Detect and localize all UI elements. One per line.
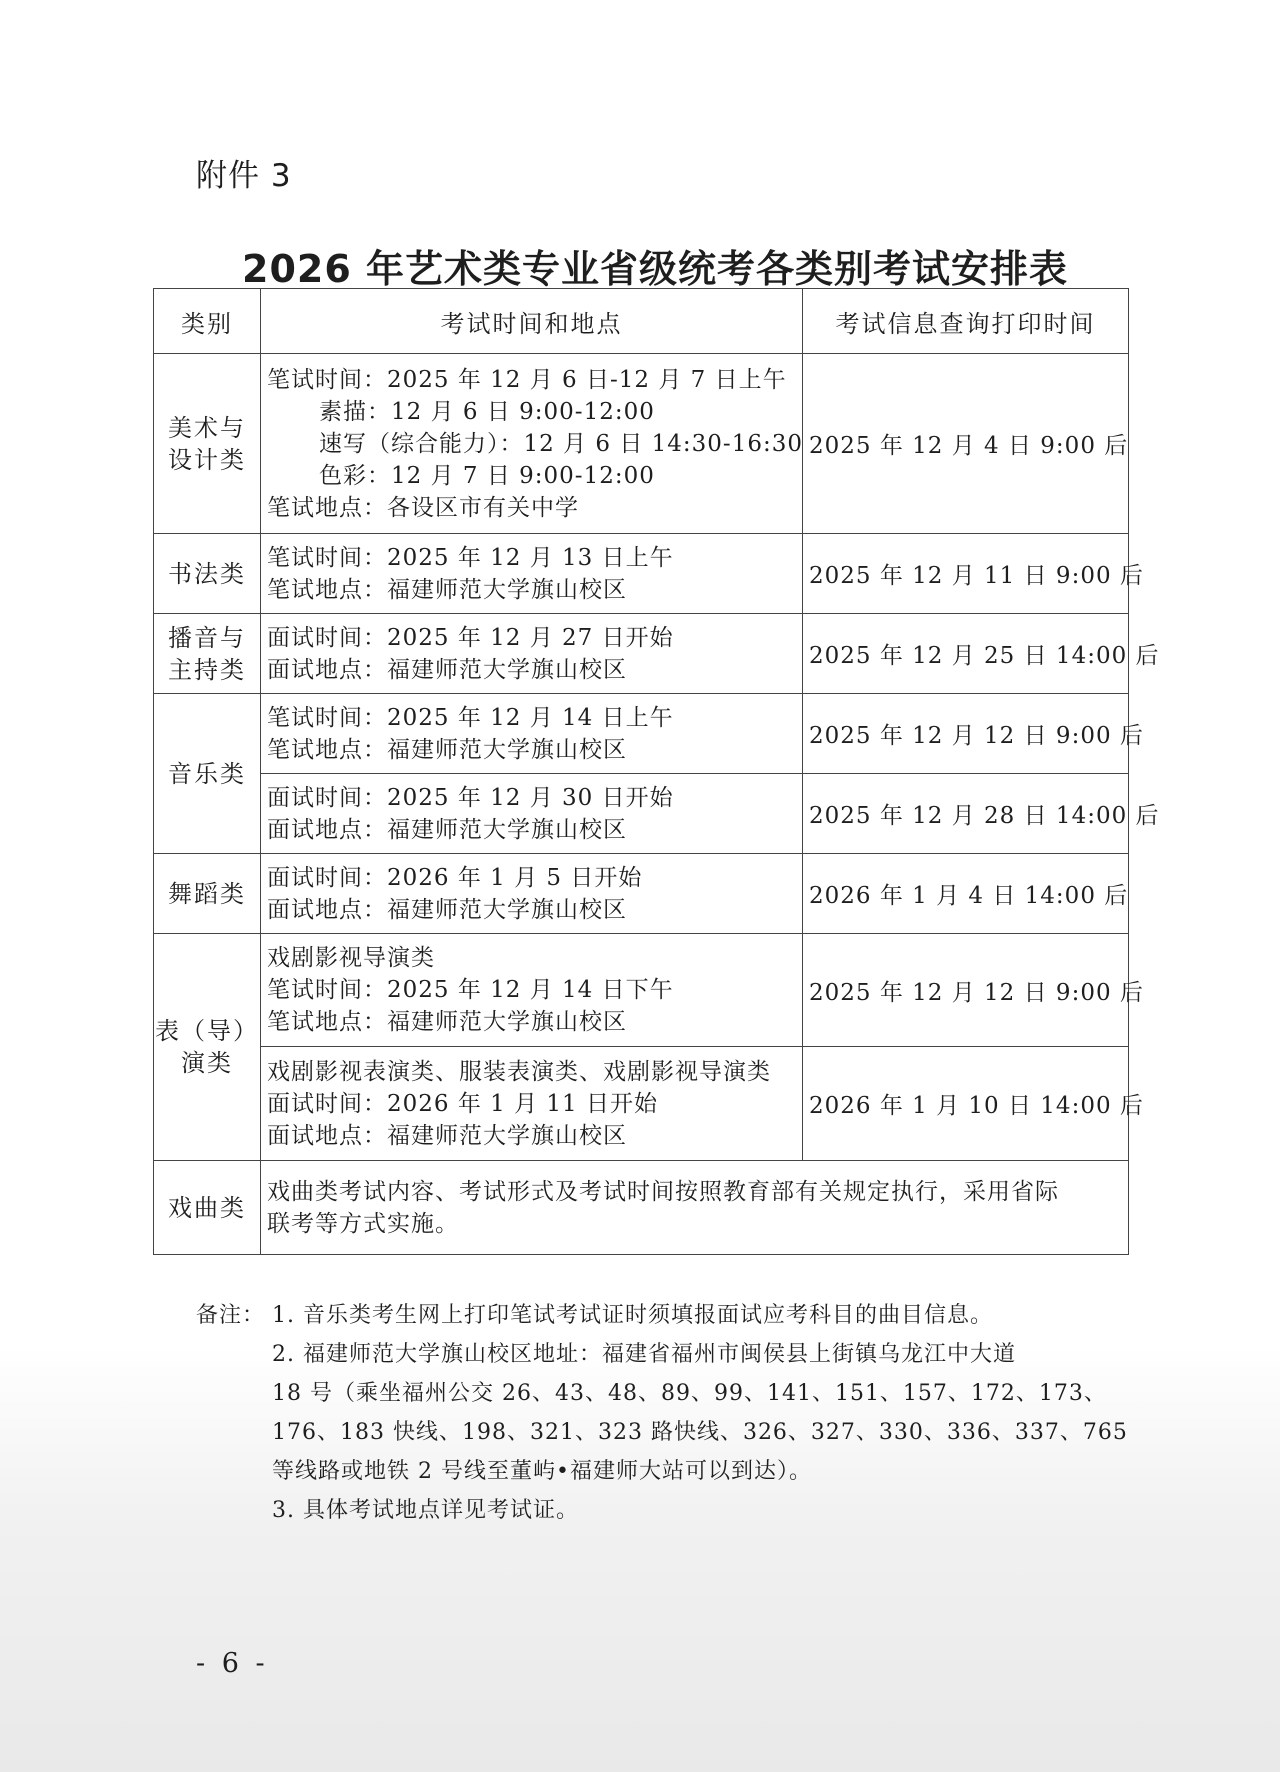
note-line: 176、183 快线、198、321、323 路快线、326、327、330、336、337、765 <box>272 1420 1128 1445</box>
time-location-performance-written: 戏剧影视导演类 笔试时间：2025 年 12 月 14 日下午 笔试地点：福建师范大学旗山校区 <box>261 934 803 1047</box>
header-print-time: 考试信息查询打印时间 <box>803 289 1129 354</box>
table-header-row <box>154 289 1129 354</box>
time-location-performance-interview: 戏剧影视表演类、服装表演类、戏剧影视导演类 面试时间：2026 年 1 月 11 日开始 面试地点：福建师范大学旗山校区 <box>261 1047 803 1161</box>
category-calligraphy: 书法类 <box>154 534 261 614</box>
print-time-broadcasting: 2025 年 12 月 25 日 14:00 后 <box>803 614 1129 694</box>
table-row <box>154 1161 1129 1255</box>
table-row <box>154 694 1129 774</box>
note-line: 2. 福建师范大学旗山校区地址：福建省福州市闽侯县上街镇乌龙江中大道 <box>272 1342 1016 1367</box>
notes-section <box>196 1296 1128 1530</box>
exam-schedule-table <box>153 288 1160 1255</box>
print-time-performance-interview: 2026 年 1 月 10 日 14:00 后 <box>803 1047 1129 1161</box>
time-location-music-written: 笔试时间：2025 年 12 月 14 日上午 笔试地点：福建师范大学旗山校区 <box>261 694 803 774</box>
header-time-location: 考试时间和地点 <box>261 289 803 354</box>
table-row <box>154 934 1129 1047</box>
time-location-music-interview: 面试时间：2025 年 12 月 30 日开始 面试地点：福建师范大学旗山校区 <box>261 774 803 854</box>
category-broadcasting: 播音与 主持类 <box>154 614 261 694</box>
print-time-music-written: 2025 年 12 月 12 日 9:00 后 <box>803 694 1129 774</box>
note-line: 3. 具体考试地点详见考试证。 <box>272 1498 579 1523</box>
attachment-label: 附件 3 <box>196 158 292 194</box>
category-opera: 戏曲类 <box>154 1161 261 1255</box>
print-time-calligraphy: 2025 年 12 月 11 日 9:00 后 <box>803 534 1129 614</box>
note-line: 18 号（乘坐福州公交 26、43、48、89、99、141、151、157、172、173、 <box>272 1381 1107 1406</box>
category-art-design: 美术与 设计类 <box>154 354 261 534</box>
table-row <box>154 854 1129 934</box>
category-music: 音乐类 <box>154 694 261 854</box>
time-location-opera: 戏曲类考试内容、考试形式及考试时间按照教育部有关规定执行，采用省际 联考等方式实施。 <box>261 1161 1129 1255</box>
time-location-broadcasting: 面试时间：2025 年 12 月 27 日开始 面试地点：福建师范大学旗山校区 <box>261 614 803 694</box>
table-row <box>154 354 1129 534</box>
time-location-calligraphy: 笔试时间：2025 年 12 月 13 日上午 笔试地点：福建师范大学旗山校区 <box>261 534 803 614</box>
print-time-music-interview: 2025 年 12 月 28 日 14:00 后 <box>803 774 1129 854</box>
print-time-dance: 2026 年 1 月 4 日 14:00 后 <box>803 854 1129 934</box>
page-number: - 6 - <box>196 1648 269 1679</box>
time-location-art-design: 笔试时间：2025 年 12 月 6 日-12 月 7 日上午 素描：12 月 6 日 9:00-12:00 速写（综合能力）：12 月 6 日 14:30-16:30 色彩：12 月 7 日 9:00-12:00 笔试地点：各设区市有关中学 <box>261 354 803 534</box>
table-row <box>154 1047 1129 1161</box>
table-row <box>154 774 1129 854</box>
note-line: 等线路或地铁 2 号线至董屿•福建师大站可以到达）。 <box>272 1459 812 1484</box>
category-dance: 舞蹈类 <box>154 854 261 934</box>
table-row <box>154 614 1129 694</box>
note-line: 1. 音乐类考生网上打印笔试考试证时须填报面试应考科目的曲目信息。 <box>272 1303 993 1328</box>
print-time-performance-written: 2025 年 12 月 12 日 9:00 后 <box>803 934 1129 1047</box>
header-category: 类别 <box>154 289 261 354</box>
print-time-art-design: 2025 年 12 月 4 日 9:00 后 <box>803 354 1129 534</box>
document-title: 2026 年艺术类专业省级统考各类别考试安排表 <box>242 247 1068 291</box>
time-location-dance: 面试时间：2026 年 1 月 5 日开始 面试地点：福建师范大学旗山校区 <box>261 854 803 934</box>
table-row <box>154 534 1129 614</box>
category-performance: 表（导） 演类 <box>154 934 261 1161</box>
notes-label: 备注： <box>196 1303 266 1328</box>
